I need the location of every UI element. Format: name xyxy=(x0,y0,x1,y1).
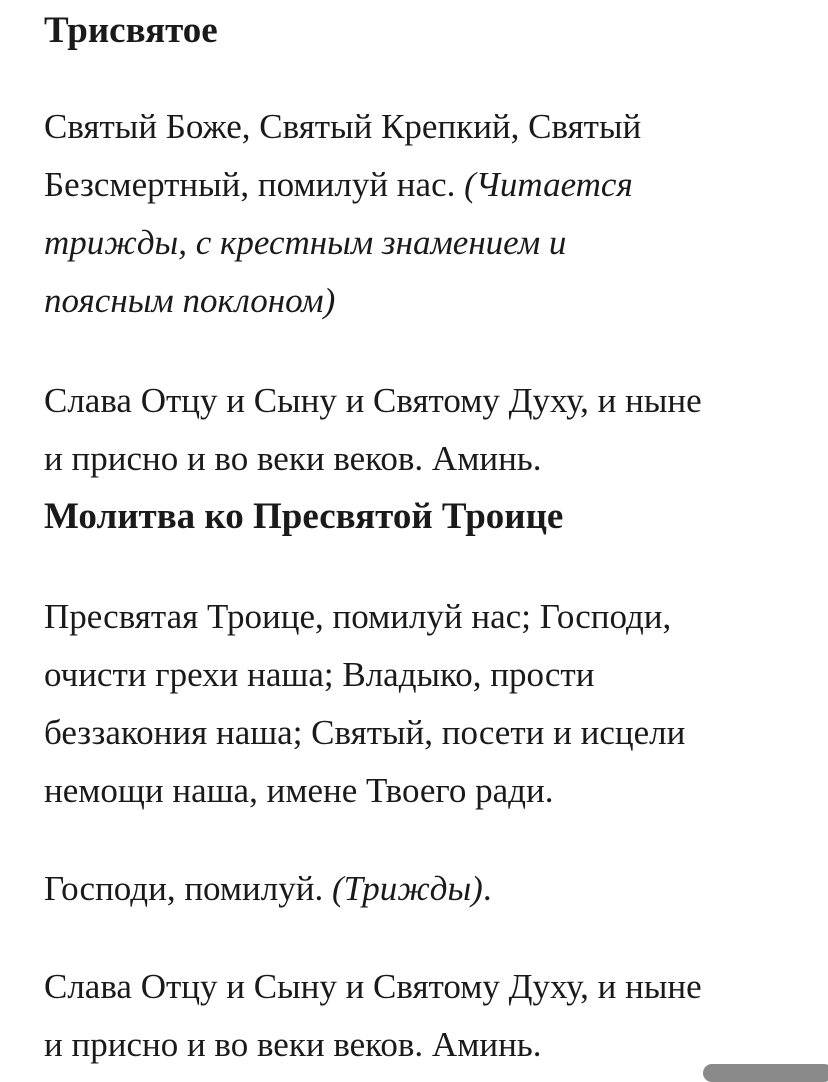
text-line: и присно и во веки веков. Аминь. xyxy=(44,1025,542,1064)
italic-note: поясным поклоном) xyxy=(44,281,336,320)
section-title-trinity-prayer: Молитва ко Пресвятой Троице xyxy=(44,496,564,537)
italic-note: трижды, с крестным знамением и xyxy=(44,223,567,262)
paragraph-trinity-prayer xyxy=(44,588,828,820)
article-body xyxy=(44,0,828,1074)
paragraph-lord-have-mercy xyxy=(44,860,828,918)
paragraph-glory-1 xyxy=(44,372,828,488)
italic-note: (Читается xyxy=(464,165,633,204)
paragraph-trisagion-prayer xyxy=(44,98,828,330)
text-line: Безсмертный, помилуй нас. (Читается xyxy=(44,165,633,204)
scrollbar-thumb[interactable] xyxy=(703,1064,828,1082)
text-line: Пресвятая Троице, помилуй нас; Господи, xyxy=(44,597,672,636)
text-line: беззакония наша; Святый, посети и исцели xyxy=(44,713,686,752)
text-line: Слава Отцу и Сыну и Святому Духу, и ныне xyxy=(44,381,702,420)
text-line: немощи наша, имене Твоего ради. xyxy=(44,771,554,810)
text-line xyxy=(44,214,828,272)
text-line: Слава Отцу и Сыну и Святому Духу, и ныне xyxy=(44,967,702,1006)
text-line: Святый Боже, Святый Крепкий, Святый xyxy=(44,107,642,146)
text-line: очисти грехи наша; Владыко, прости xyxy=(44,655,595,694)
text-line: Господи, помилуй. (Трижды). xyxy=(44,869,492,908)
text-line xyxy=(44,272,828,330)
paragraph-glory-2 xyxy=(44,958,828,1074)
text-line: и присно и во веки веков. Аминь. xyxy=(44,439,542,478)
italic-note: (Трижды) xyxy=(331,869,483,908)
section-title-trisagion: Трисвятое xyxy=(44,10,218,51)
